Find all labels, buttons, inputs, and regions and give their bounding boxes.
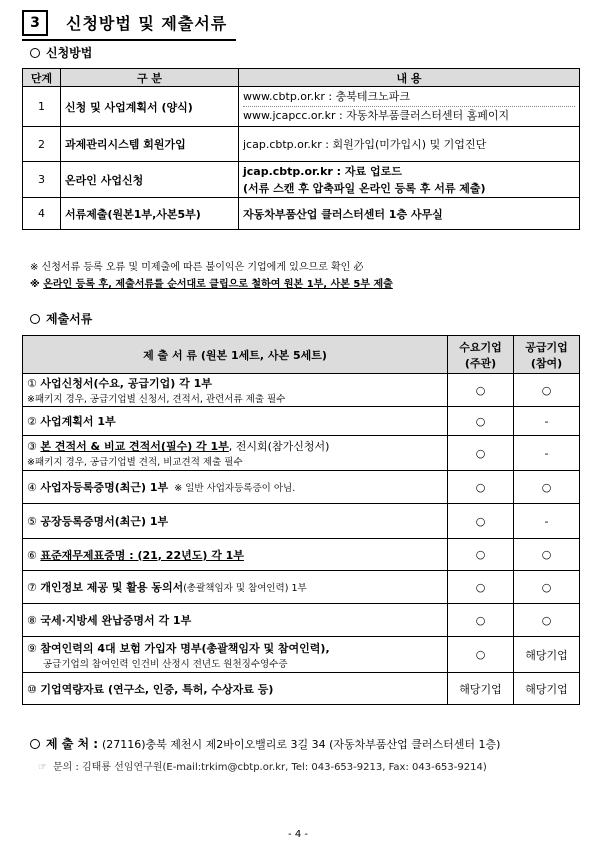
document-cell [23, 407, 448, 436]
demand-cell: ○ [448, 637, 514, 673]
document-cell [23, 374, 448, 407]
header-line: 수요기업 [459, 340, 502, 354]
content-cell: 자동차부품산업 클러스터센터 1층 사무실 [239, 198, 580, 230]
document-title: 사업신청서(수요, 공급기업) 각 1부 [40, 377, 212, 390]
table-row [23, 162, 580, 198]
table-row [23, 637, 580, 673]
content-cell [239, 87, 580, 127]
circle-bullet-icon [30, 314, 40, 324]
document-title: 참여인력의 4대 보험 가입자 명부(총괄책임자 및 참여인력), [40, 641, 330, 655]
row-number: ⑥ [27, 548, 37, 562]
category-cell: 온라인 사업신청 [61, 162, 239, 198]
table-header-category: 구 분 [61, 69, 239, 87]
document-title: 사업자등록증명(최근) 1부 [40, 481, 169, 494]
pointing-hand-icon: ☞ [38, 762, 47, 773]
document-title: 국세·지방세 완납증명서 각 1부 [40, 614, 192, 627]
supply-cell: 해당기업 [514, 637, 580, 673]
supply-cell: ○ [514, 374, 580, 407]
supply-cell: ○ [514, 471, 580, 504]
document-cell [23, 604, 448, 637]
table-row [23, 87, 580, 127]
row-number: ④ [27, 481, 37, 494]
table-row [23, 127, 580, 162]
table-header-demand [448, 336, 514, 374]
subsection-title: 제출서류 [46, 312, 93, 326]
demand-cell: ○ [448, 571, 514, 604]
page-number: - 4 - [288, 829, 308, 840]
step-cell: 4 [23, 198, 61, 230]
document-title: 표준재무제표증명 : (21, 22년도) 각 1부 [40, 548, 244, 562]
contact-text: 문의 : 김태룡 선임연구원(E-mail:trkim@cbtp.or.kr, Tel: 043-653-9213, Fax: 043-653-9214) [52, 762, 487, 773]
row-number: ③ [27, 440, 37, 453]
section-title: 신청방법 및 제출서류 [66, 14, 228, 33]
row-number: ⑦ [27, 581, 37, 594]
note-line-2 [30, 275, 393, 290]
demand-cell: ○ [448, 407, 514, 436]
demand-cell: 해당기업 [448, 673, 514, 705]
supply-cell: - [514, 436, 580, 471]
subsection-heading-documents [30, 310, 92, 327]
row-number: ⑤ [27, 515, 37, 528]
document-note: 공급기업의 참여인력 인건비 산정시 전년도 원천징수영수증 [43, 658, 288, 670]
document-title: 개인정보 제공 및 활용 동의서 [40, 581, 184, 594]
demand-cell: ○ [448, 504, 514, 539]
row-number: ① [27, 377, 37, 390]
subsection-heading-method [30, 44, 92, 61]
document-note: ※패키지 경우, 공급기업별 견적, 비교견적 제출 필수 [27, 457, 243, 468]
subsection-title: 신청방법 [46, 46, 93, 60]
category-cell: 신청 및 사업계획서 (양식) [61, 87, 239, 127]
table-row [23, 673, 580, 705]
step-cell: 3 [23, 162, 61, 198]
category-cell: 서류제출(원본1부,사본5부) [61, 198, 239, 230]
submission-place [30, 735, 500, 752]
table-row [23, 604, 580, 637]
header-line: (주관) [464, 356, 497, 370]
row-number: ⑩ [27, 682, 37, 696]
note-line-1: ※ 신청서류 등록 오류 및 미제출에 따른 불이익은 기업에게 있으므로 확인 必 [30, 262, 364, 273]
content-line: www.cbtp.or.kr : 충북테크노파크 [243, 88, 575, 107]
demand-cell: ○ [448, 539, 514, 571]
category-cell: 과제관리시스템 회원가입 [61, 127, 239, 162]
table-row [23, 436, 580, 471]
step-cell: 2 [23, 127, 61, 162]
content-line: www.jcapcc.or.kr : 자동차부품클러스터센터 홈페이지 [243, 109, 510, 122]
table-row [23, 407, 580, 436]
table-header-content: 내 용 [239, 69, 580, 87]
document-cell [23, 539, 448, 571]
circle-bullet-icon [30, 48, 40, 58]
row-number: ② [27, 415, 37, 428]
header-line: 공급기업 [525, 340, 568, 354]
supply-cell: ○ [514, 571, 580, 604]
content-cell [239, 162, 580, 198]
circle-bullet-icon [30, 739, 40, 749]
table-row [23, 471, 580, 504]
document-note: ※패키지 경우, 공급기업별 신청서, 견적서, 관련서류 제출 필수 [27, 394, 286, 405]
document-cell [23, 504, 448, 539]
supply-cell: 해당기업 [514, 673, 580, 705]
contact-info [38, 758, 487, 773]
document-cell [23, 673, 448, 705]
demand-cell: ○ [448, 604, 514, 637]
table-header-step: 단계 [23, 69, 61, 87]
supply-cell: - [514, 407, 580, 436]
document-cell [23, 471, 448, 504]
document-title: 본 견적서 & 비교 견적서(필수) 각 1부 [40, 440, 229, 453]
table-header-supply [514, 336, 580, 374]
document-extra: ※ 일반 사업자등록증이 아님. [168, 483, 296, 494]
demand-cell: ○ [448, 374, 514, 407]
supply-cell: ○ [514, 604, 580, 637]
document-title: 사업계획서 1부 [40, 415, 116, 428]
document-cell [23, 436, 448, 471]
table-row [23, 504, 580, 539]
demand-cell: ○ [448, 471, 514, 504]
table-header-documents: 제 출 서 류 (원본 1세트, 사본 5세트) [23, 336, 448, 374]
submission-address: (27116)충북 제천시 제2바이오밸리로 3길 34 (자동차부품산업 클러스터센터 1층) [101, 738, 501, 751]
table-row [23, 198, 580, 230]
documents-table [22, 335, 580, 705]
row-number: ⑨ [27, 641, 37, 655]
document-extra: , 전시회(참가신청서) [228, 440, 330, 453]
supply-cell: - [514, 504, 580, 539]
section-number: 3 [22, 10, 48, 36]
table-row [23, 539, 580, 571]
content-line: (서류 스캔 후 압축파일 온라인 등록 후 서류 제출) [243, 181, 486, 195]
note-text: 온라인 등록 후, 제출서류를 순서대로 클립으로 철하여 원본 1부, 사본 5부 제출 [43, 279, 393, 290]
note-mark: ※ [30, 279, 44, 290]
document-cell [23, 571, 448, 604]
step-cell: 1 [23, 87, 61, 127]
header-line: (참여) [530, 356, 563, 370]
document-title: 기업역량자료 (연구소, 인증, 특허, 수상자료 등) [40, 682, 274, 696]
section-header [22, 10, 236, 36]
document-extra: (총괄책임자 및 참여인력) 1부 [183, 583, 307, 594]
demand-cell: ○ [448, 436, 514, 471]
table-row [23, 374, 580, 407]
application-method-table [22, 68, 580, 230]
row-number: ⑧ [27, 614, 37, 627]
document-cell [23, 637, 448, 673]
document-title: 공장등록증명서(최근) 1부 [40, 515, 169, 528]
content-cell: jcap.cbtp.or.kr : 회원가입(미가입시) 및 기업진단 [239, 127, 580, 162]
content-line: jcap.cbtp.or.kr : 자료 업로드 [243, 164, 402, 178]
section-underline [22, 39, 236, 41]
supply-cell: ○ [514, 539, 580, 571]
submission-label: 제 출 처 : [46, 737, 99, 751]
table-row [23, 571, 580, 604]
